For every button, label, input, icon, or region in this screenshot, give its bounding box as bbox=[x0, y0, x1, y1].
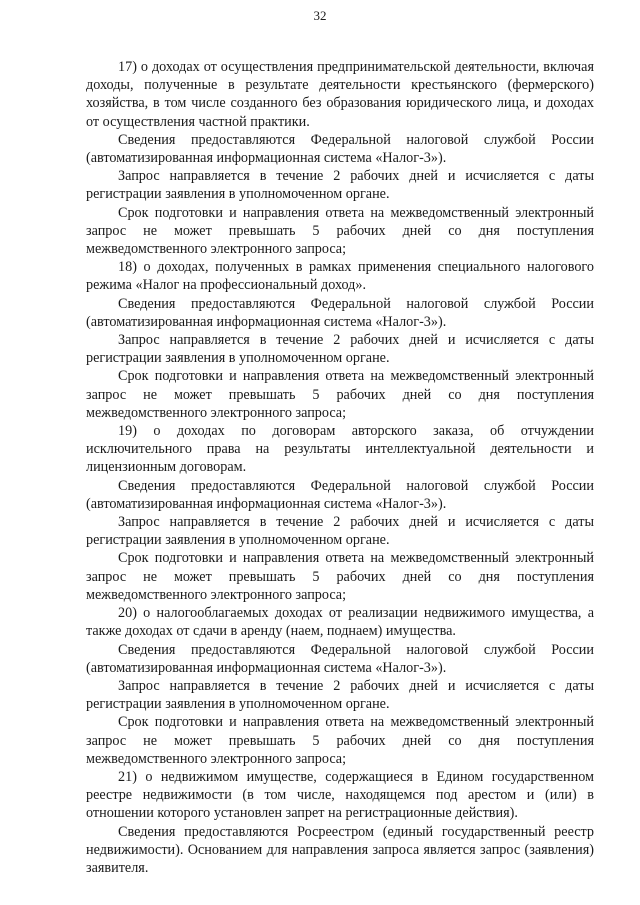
paragraph-request-term: Запрос направляется в течение 2 рабочих дней и исчисляется с даты регистрации заявления в уполномоченном органе. bbox=[86, 677, 594, 713]
paragraph-source: Сведения предоставляются Федеральной налоговой службой России (автоматизированная информационная система «Налог-3»). bbox=[86, 477, 594, 512]
paragraph-item-20: 20) о налогооблагаемых доходах от реализации недвижимого имущества, а также доходах от сдачи в аренду (наем, поднаем) имущества. bbox=[86, 605, 594, 640]
paragraph-request-term: Запрос направляется в течение 2 рабочих дней и исчисляется с даты регистрации заявления в уполномоченном органе. bbox=[86, 514, 594, 549]
paragraph-source: Сведения предоставляются Федеральной налоговой службой России (автоматизированная информационная система «Налог-3»). bbox=[86, 295, 594, 330]
paragraph-response-term: Срок подготовки и направления ответа на межведомственный электронный запрос не может превышать 5 рабочих дней со дня поступления межведомственного электронного запроса; bbox=[86, 368, 594, 421]
paragraph-source: Сведения предоставляются Федеральной налоговой службой России (автоматизированная информационная система «Налог-3»). bbox=[86, 131, 594, 167]
paragraph-item-19: 19) о доходах по договорам авторского заказа, об отчуждении исключительного права на результаты интеллектуальной деятельности и лицензионным договорам. bbox=[86, 423, 594, 476]
paragraph-response-term: Срок подготовки и направления ответа на межведомственный электронный запрос не может превышать 5 рабочих дней со дня поступления межведомственного электронного запроса; bbox=[86, 550, 594, 603]
paragraph-item-17: 17) о доходах от осуществления предпринимательской деятельности, включая доходы, полученные в результате деятельности крестьянского (фермерского) хозяйства, в том числе созданного без образования юридического лица, и доходах от осуществления частной практики. bbox=[86, 59, 594, 130]
page-number: 32 bbox=[313, 8, 327, 23]
paragraph-source-rosreestr: Сведения предоставляются Росреестром (единый государственный реестр недвижимости). Основанием для направления запроса является запрос (заявления) заявителя. bbox=[86, 823, 594, 876]
document-body bbox=[86, 58, 594, 877]
paragraph-request-term: Запрос направляется в течение 2 рабочих дней и исчисляется с даты регистрации заявления в уполномоченном органе. bbox=[86, 332, 594, 367]
paragraph-source: Сведения предоставляются Федеральной налоговой службой России (автоматизированная информационная система «Налог-3»). bbox=[86, 641, 594, 676]
paragraph-response-term: Срок подготовки и направления ответа на межведомственный электронный запрос не может превышать 5 рабочих дней со дня поступления межведомственного электронного запроса; bbox=[86, 714, 594, 767]
paragraph-item-21: 21) о недвижимом имуществе, содержащиеся в Едином государственном реестре недвижимости (в том числе, находящемся под арестом и (или) в отношении которого установлен запрет на регистрационные действия). bbox=[86, 768, 594, 822]
paragraph-request-term: Запрос направляется в течение 2 рабочих дней и исчисляется с даты регистрации заявления в уполномоченном органе. bbox=[86, 168, 594, 203]
paragraph-item-18: 18) о доходах, полученных в рамках применения специального налогового режима «Налог на профессиональный доход». bbox=[86, 259, 594, 294]
paragraph-response-term: Срок подготовки и направления ответа на межведомственный электронный запрос не может превышать 5 рабочих дней со дня поступления межведомственного электронного запроса; bbox=[86, 204, 594, 258]
